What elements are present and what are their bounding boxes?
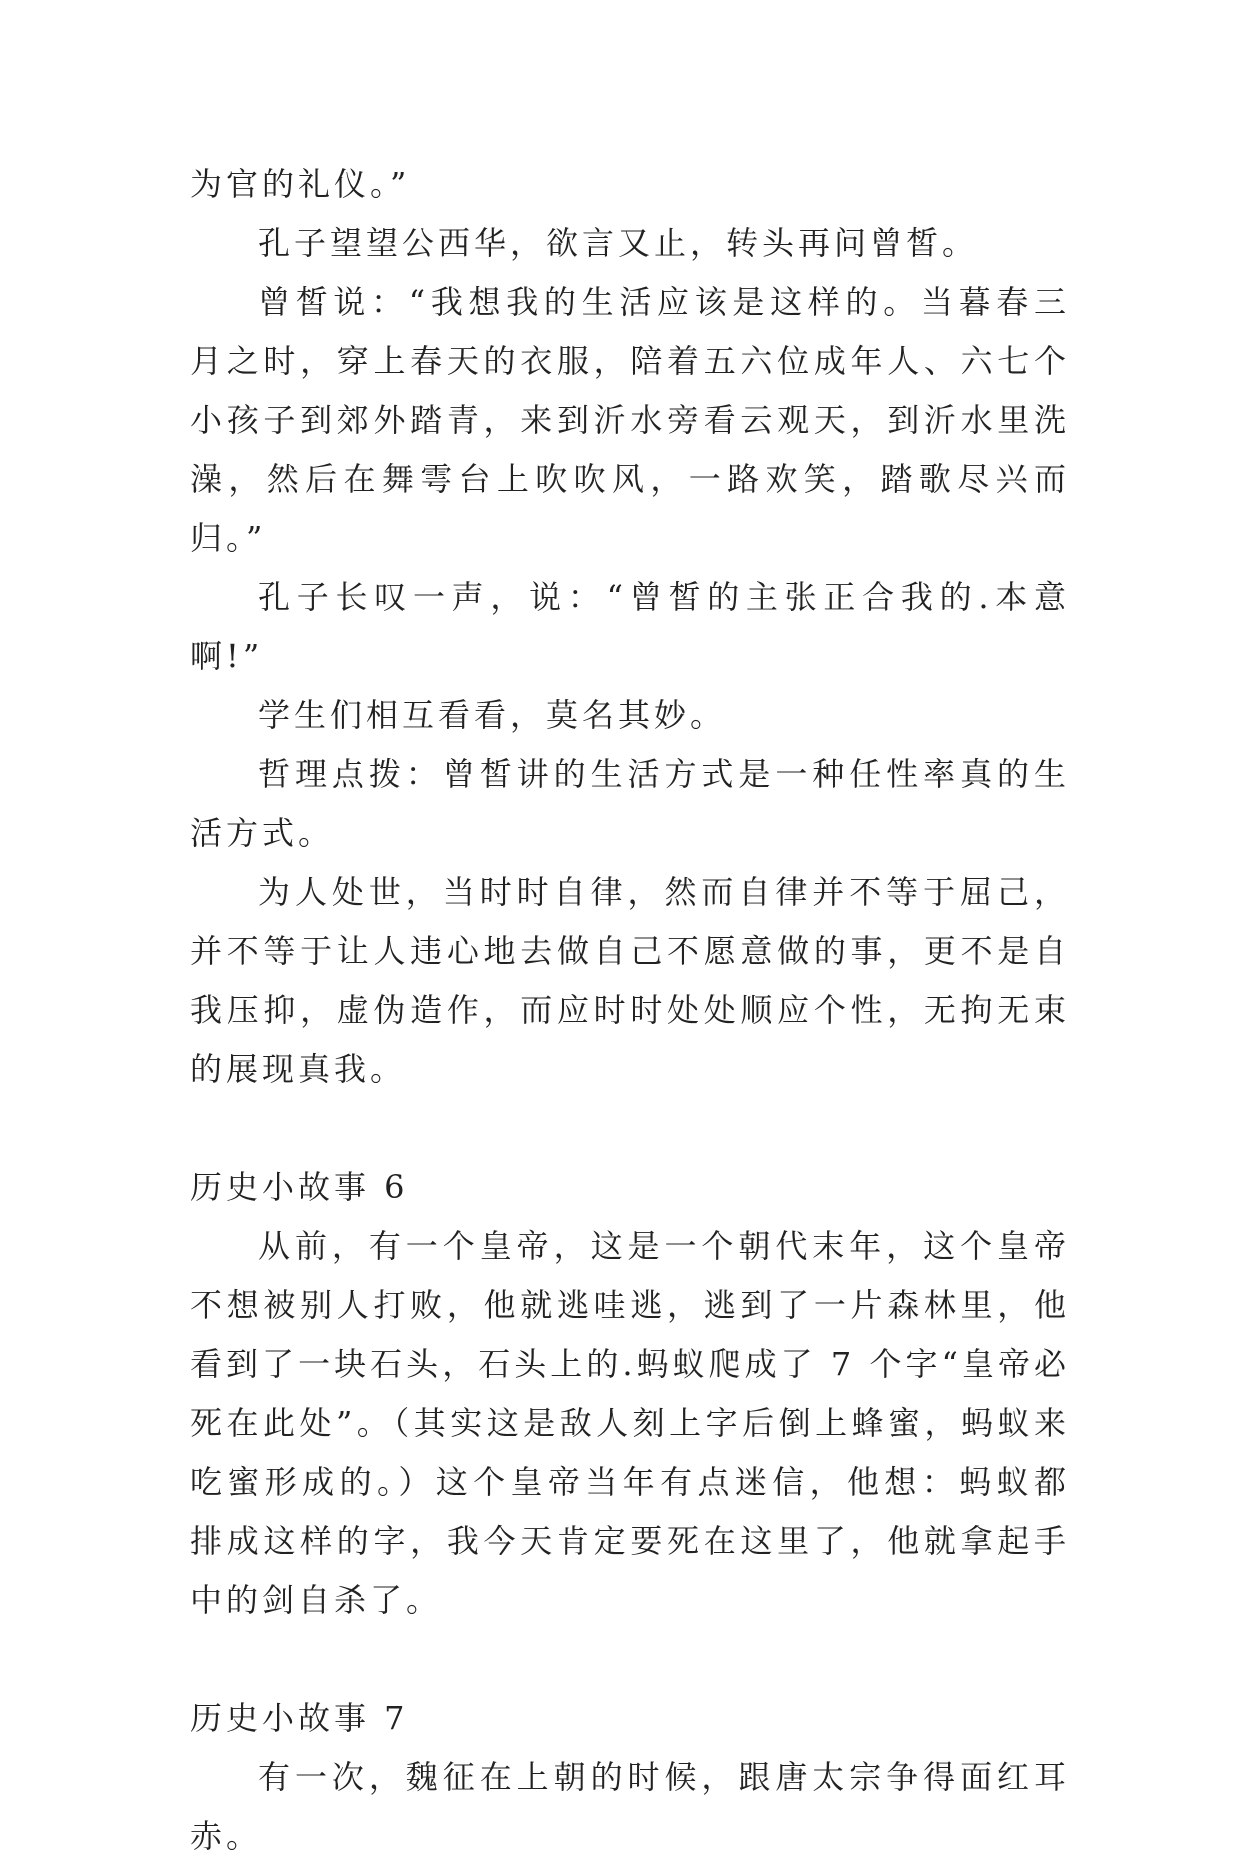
paragraph: 曾皙说：“我想我的生活应该是这样的。当暮春三月之时，穿上春天的衣服，陪着五六位成年人、六七个小孩子到郊外踏青，来到沂水旁看云观天，到沂水里洗澡，然后在舞雩台上吹吹风，一路欢笑，踏歌尽兴而归。”: [190, 283, 1070, 557]
story-6-heading: 历史小故事 6: [190, 1168, 409, 1206]
paragraph: 为人处世，当时时自律，然而自律并不等于屈己，并不等于让人违心地去做自己不愿意做的事，更不是自我压抑，虚伪造作，而应时时处处顺应个性，无拘无束的展现真我。: [190, 873, 1070, 1088]
story-6-body: 从前，有一个皇帝，这是一个朝代末年，这个皇帝不想被别人打败，他就逃哇逃，逃到了一片森林里，他看到了一块石头，石头上的.蚂蚁爬成了 7 个字“皇帝必死在此处”。（其实这是敌人刻上字后倒上蜂蜜，蚂蚁来吃蜜形成的。）这个皇帝当年有点迷信，他想：蚂蚁都排成这样的字，我今天肯定要死在这里了，他就拿起手中的剑自杀了。: [190, 1227, 1070, 1619]
paragraph: 孔子望望公西华，欲言又止，转头再问曾皙。: [258, 224, 979, 262]
story-7-heading: 历史小故事 7: [190, 1699, 409, 1737]
story-7-body: 有一次，魏征在上朝的时候，跟唐太宗争得面红耳赤。: [190, 1758, 1070, 1855]
document-body: [190, 155, 1070, 1866]
section-spacer: [190, 1630, 1070, 1689]
section-spacer: [190, 1099, 1070, 1158]
paragraph: 哲理点拨：曾皙讲的生活方式是一种任性率真的生活方式。: [190, 755, 1070, 852]
paragraph: 孔子长叹一声，说：“曾皙的主张正合我的.本意啊!”: [190, 578, 1070, 675]
paragraph: 为官的礼仪。”: [190, 165, 411, 203]
paragraph: 学生们相互看看，莫名其妙。: [258, 696, 727, 734]
